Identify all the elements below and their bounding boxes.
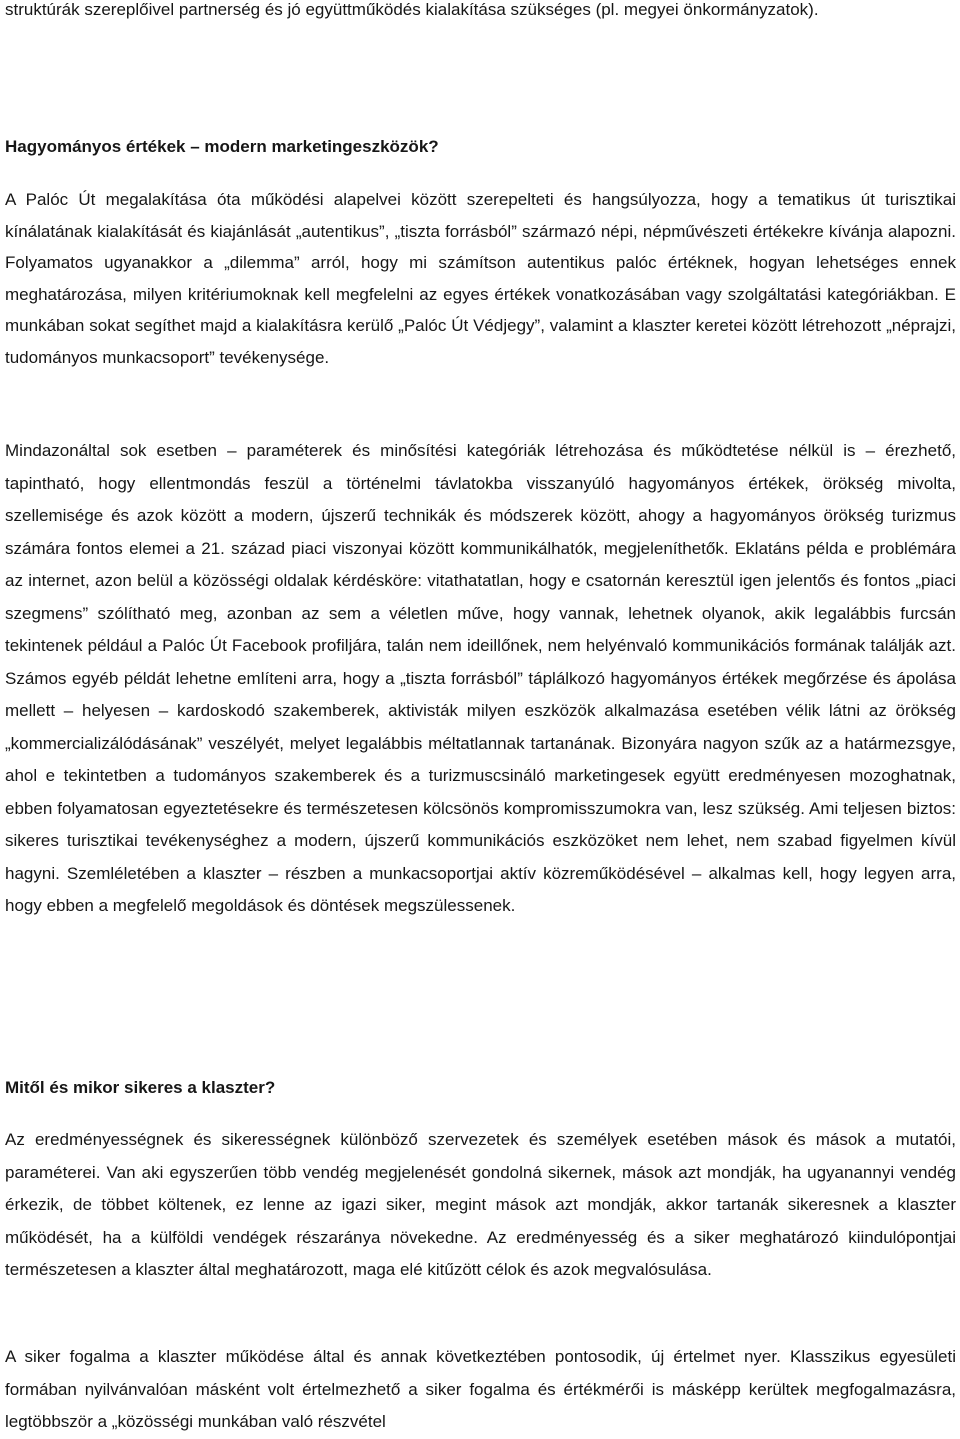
section-heading-cluster-success: Mitől és mikor sikeres a klaszter? (5, 1078, 276, 1097)
section-heading-traditional-values: Hagyományos értékek – modern marketingeszközök? (5, 137, 439, 156)
paragraph-success-indicators: Az eredményességnek és sikerességnek különböző szervezetek és személyek esetében mások és mások a mutatói, paraméterei. Van aki egyszerűen több vendég megjelenését gondolná sikernek, mások azt mondják, ha ugyanannyi vendég érkezik, de többet költenek, ez lenne az igazi siker, megint mások azt mondják, akkor tartanák sikeresnek a klaszter működését, ha a külföldi vendégek részaránya növekedne. Az eredményesség és a siker meghatározó kiindulópontjai természetesen a klaszter által meghatározott, maga elé kitűzött célok és azok megvalósulása. (5, 1130, 956, 1279)
paragraph-palo-route-principles: A Palóc Út megalakítása óta működési alapelvei között szerepelteti és hangsúlyozza, hogy a tematikus út turisztikai kínálatának kialakítását és kiajánlását „autentikus”, „tiszta forrásból” származó népi, népművészeti értékekre kívánja alapozni. Folyamatos ugyanakkor a „dilemma” arról, hogy mi számítson autentikus palóc értéknek, hogyan lehetséges ennek meghatározása, milyen kritériumoknak kell megfelelni az egyes értékek vonatkozásában vagy szolgáltatási kategóriákban. E munkában sokat segíthet majd a kialakításra kerülő „Palóc Út Védjegy”, valamint a klaszter keretei között létrehozott „néprajzi, tudományos munkacsoport” tevékenysége. (5, 190, 956, 367)
paragraph-contradiction-modern-tools: Mindazonáltal sok esetben – paraméterek és minősítési kategóriák létrehozása és működtetése nélkül is – érezhető, tapintható, hogy ellentmondás feszül a történelmi távlatokba visszanyúló hagyományos értékek, örökség mivolta, szellemisége és azok között a modern, újszerű technikák és módszerek között, ahogy a hagyományos örökség turizmus számára fontos elemei a 21. század piaci viszonyai között kommunikálhatók, megjeleníthetők. Eklatáns példa e problémára az internet, azon belül a közösségi oldalak kérdésköre: vitathatatlan, hogy e csatornán keresztül igen jelentős és fontos „piaci szegmens” szólítható meg, azonban az sem a véletlen műve, hogy vannak, lehetnek olyanok, akik legalábbis furcsán tekintenek például a Palóc Út Facebook profiljára, talán nem ideillőnek, nem helyénvaló kommunikációs formának találják azt. Számos egyéb példát lehetne említeni arra, hogy a „tiszta forrásból” táplálkozó hagyományos értékek megőrzése és ápolása mellett – helyesen – kardoskodó szakemberek, aktivisták milyen eszközök alkalmazása esetében vélik látni az örökség „kommercializálódásának” veszélyét, melyet legalábbis méltatlannak tartanának. Bizonyára nagyon szűk az a határmezsgye, ahol e tekintetben a tudományos szakemberek és a turizmuscsináló marketingesek együtt eredményesen mozoghatnak, ebben folyamatosan egyeztetésekre és természetesen kölcsönös kompromisszumokra van, lesz szükség. Ami teljesen biztos: sikeres turisztikai tevékenységhez a modern, újszerű kommunikációs eszközöket nem lehet, nem szabad figyelmen kívül hagyni. Szemléletében a klaszter – részben a munkacsoportjai aktív közreműködésével – alkalmas kell, hogy legyen arra, hogy ebben a megfelelő megoldások és döntések megszülessenek. (5, 441, 956, 915)
continued-paragraph: struktúrák szereplőivel partnerség és jó együttműködés kialakítása szükséges (pl. megyei önkormányzatok). (5, 0, 819, 19)
paragraph-concept-of-success: A siker fogalma a klaszter működése által és annak következtében pontosodik, új értelmet nyer. Klasszikus egyesületi formában nyilvánvalóan másként volt értelmezhető a siker fogalma és értékmérői is másképp kerültek megfogalmazásra, legtöbbször a „közösségi munkában való részvétel (5, 1347, 956, 1431)
